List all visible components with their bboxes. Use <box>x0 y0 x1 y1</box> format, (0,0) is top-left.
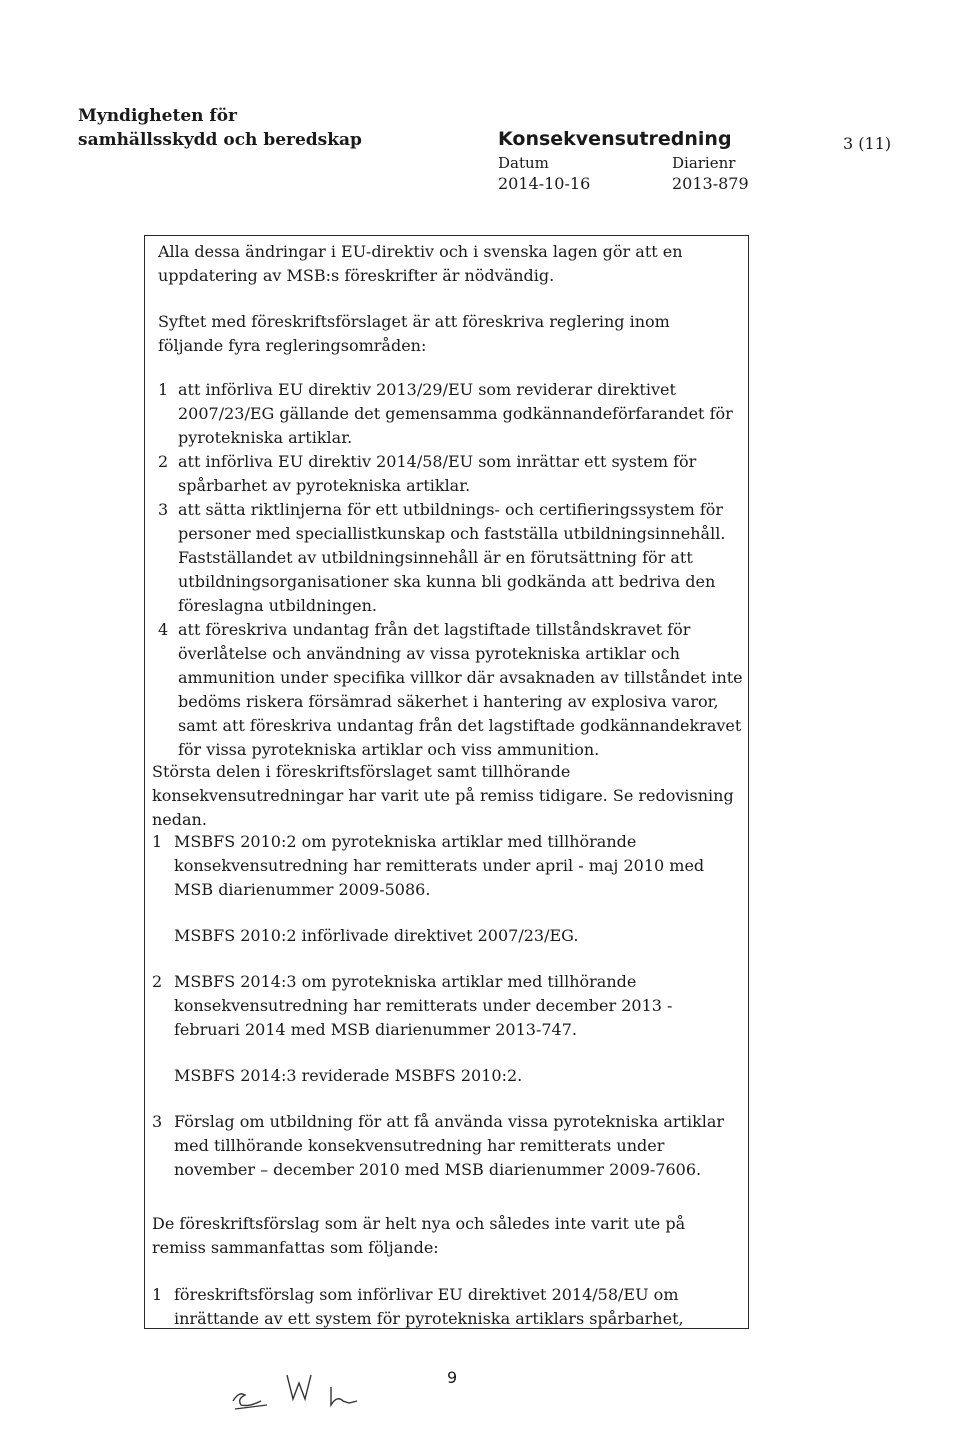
list-text: MSBFS 2014:3 om pyrotekniska artiklar med tillhörande konsekvensutredning har remitterats under december 2013 - februari 2014 med MSB diarienummer 2013-747. <box>174 972 673 1039</box>
registration-value: 2013-879 <box>672 174 749 193</box>
list-text: MSBFS 2010:2 om pyrotekniska artiklar med tillhörande konsekvensutredning har remitterats under april - maj 2010 med MSB diarienummer 2009-5086. <box>174 832 705 899</box>
new-proposals-paragraph: De föreskriftsförslag som är helt nya och således inte varit ute på remiss sammanfattas som följande: <box>152 1214 686 1257</box>
list-item <box>152 830 742 902</box>
list-number: 4 <box>158 620 169 639</box>
date-label: Datum <box>498 154 549 172</box>
page-indicator: 3 (11) <box>843 134 892 153</box>
list-number: 3 <box>158 500 169 519</box>
handwritten-initials <box>225 1365 365 1415</box>
regulation-areas-list <box>158 378 743 762</box>
list-text: att införliva EU direktiv 2014/58/EU som inrättar ett system för spårbarhet av pyrotekniska artiklar. <box>178 452 697 495</box>
list-number: 3 <box>152 1112 163 1131</box>
list-item <box>158 450 743 498</box>
intro-paragraph: Alla dessa ändringar i EU-direktiv och i svenska lagen gör att en uppdatering av MSB:s föreskrifter är nödvändig. <box>158 242 683 285</box>
list-text: föreskriftsförslag som införlivar EU direktivet 2014/58/EU om inrättande av ett system för pyrotekniska artiklars spårbarhet, <box>174 1285 684 1328</box>
list-number: 2 <box>152 972 163 991</box>
list-note: MSBFS 2010:2 införlivade direktivet 2007/23/EG. <box>174 926 579 945</box>
footer-page-number: 9 <box>447 1368 458 1387</box>
list-text: att sätta riktlinjerna för ett utbildnings- och certifieringssystem för personer med speciallistkunskap och fastställa utbildningsinnehåll. Fastställandet av utbildningsinnehåll är en förutsättning för att utbildningsorganisationer ska kunna bli godkända att bedriva den föreslagna utbildningen. <box>178 500 726 615</box>
list-text: att föreskriva undantag från det lagstiftade tillståndskravet för överlåtelse och användning av vissa pyrotekniska artiklar och ammunition under specifika villkor där avsaknaden av tillståndet inte bedöms riskera försämrad säkerhet i hantering av explosiva varor, samt att föreskriva undantag från det lagstiftade godkännandekravet för vissa pyrotekniska artiklar och viss ammunition. <box>178 620 743 759</box>
list-item <box>152 1110 742 1182</box>
date-value: 2014-10-16 <box>498 174 591 193</box>
organization-name <box>78 104 362 152</box>
list-item <box>158 498 743 618</box>
registration-label: Diarienr <box>672 154 736 172</box>
new-proposals-list <box>152 1283 742 1331</box>
org-line-2: samhällsskydd och beredskap <box>78 130 362 150</box>
list-number: 2 <box>158 452 169 471</box>
status-paragraph: Största delen i föreskriftsförslaget samt tillhörande konsekvensutredningar har varit ute på remiss tidigare. Se redovisning nedan. <box>152 762 734 829</box>
document-type: Konsekvensutredning <box>498 128 732 150</box>
list-number: 1 <box>158 380 169 399</box>
list-item <box>158 618 743 762</box>
list-text: att införliva EU direktiv 2013/29/EU som reviderar direktivet 2007/23/EG gällande det gemensamma godkännandeförfarandet för pyrotekniska artiklar. <box>178 380 733 447</box>
aim-paragraph: Syftet med föreskriftsförslaget är att föreskriva reglering inom följande fyra regleringsområden: <box>158 312 670 355</box>
remiss-list <box>152 830 742 1182</box>
list-number: 1 <box>152 832 163 851</box>
list-item <box>152 970 742 1042</box>
list-item <box>158 378 743 450</box>
list-note: MSBFS 2014:3 reviderade MSBFS 2010:2. <box>174 1066 523 1085</box>
list-text: Förslag om utbildning för att få använda vissa pyrotekniska artiklar med tillhörande konsekvensutredning har remitterats under november – december 2010 med MSB diarienummer 2009-7606. <box>174 1112 725 1179</box>
org-line-1: Myndigheten för <box>78 106 238 126</box>
list-item <box>152 1283 742 1331</box>
list-number: 1 <box>152 1285 163 1304</box>
